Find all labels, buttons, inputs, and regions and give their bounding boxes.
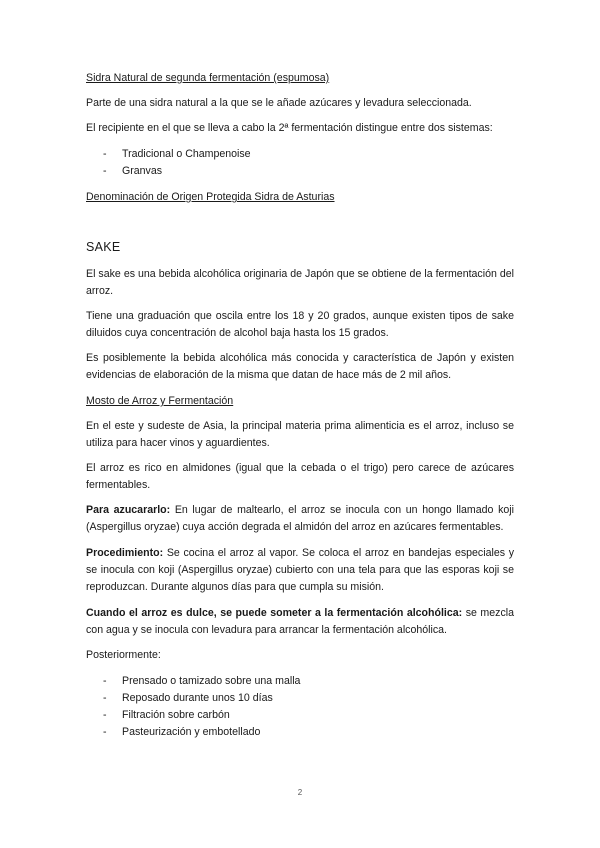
dulce-label: Cuando el arroz es dulce, se puede someter a la fermentación alcohólica:: [86, 607, 463, 619]
sake-paragraph-1: El sake es una bebida alcohólica originaria de Japón que se obtiene de la fermentación del arroz.: [86, 268, 514, 297]
mosto-subheading: Mosto de Arroz y Fermentación: [86, 395, 234, 407]
dulce-paragraph: Cuando el arroz es dulce, se puede someter a la fermentación alcohólica: se mezcla con agua y se inocula con levadura para arrancar la fermentación alcohólica.: [86, 607, 514, 636]
list-item: - Granvas: [103, 163, 251, 180]
sake-paragraph-5: El arroz es rico en almidones (igual que la cebada o el trigo) pero carece de azúcares fermentables.: [86, 462, 514, 491]
page-number: 2: [297, 788, 303, 797]
dash-marker: -: [103, 165, 107, 177]
dash-marker: -: [103, 148, 107, 160]
dash-marker: -: [103, 726, 107, 738]
list-item: - Tradicional o Champenoise: [103, 146, 251, 163]
azucarar-paragraph: Para azucararlo: En lugar de maltearlo, el arroz se inocula con un hongo llamado koji (Aspergillus oryzae) cuya acción degrada el almidón del arroz en azúcares fermentables.: [86, 504, 514, 533]
dash-marker: -: [103, 692, 107, 704]
sake-paragraph-2: Tiene una graduación que oscila entre los 18 y 20 grados, aunque existen tipos de sake diluidos cuya concentración de alcohol baja hasta los 15 grados.: [86, 310, 514, 339]
sidra-paragraph-1: Parte de una sidra natural a la que se le añade azúcares y levadura seleccionada.: [86, 97, 472, 109]
sidra-systems-list: [103, 146, 251, 180]
list-item: - Filtración sobre carbón: [103, 707, 300, 724]
list-item: - Prensado o tamizado sobre una malla: [103, 673, 300, 690]
posteriormente-label: Posteriormente:: [86, 649, 161, 661]
sake-heading: SAKE: [86, 240, 121, 254]
azucarar-label: Para azucararlo:: [86, 504, 171, 516]
procedimiento-paragraph: Procedimiento: Se cocina el arroz al vapor. Se coloca el arroz en bandejas especiales y se inocula con koji (Aspergillus oryzae) cubierto con una tela para que las esporas koji se reproduzcan. Durante algunos días para que cumpla su misión.: [86, 547, 514, 593]
steps-list: [103, 673, 300, 741]
list-item: - Reposado durante unos 10 días: [103, 690, 300, 707]
sidra-paragraph-2: El recipiente en el que se lleva a cabo la 2ª fermentación distingue entre dos sistemas:: [86, 122, 493, 134]
dash-marker: -: [103, 709, 107, 721]
dop-link[interactable]: Denominación de Origen Protegida Sidra de Asturias: [86, 191, 335, 203]
sake-paragraph-4: En el este y sudeste de Asia, la principal materia prima alimenticia es el arroz, incluso se utiliza para hacer vinos y aguardientes.: [86, 420, 514, 449]
list-item: - Pasteurización y embotellado: [103, 724, 300, 741]
sake-paragraph-3: Es posiblemente la bebida alcohólica más conocida y característica de Japón y existen evidencias de elaboración de la misma que datan de hace más de 2 mil años.: [86, 352, 514, 381]
sidra-subheading: Sidra Natural de segunda fermentación (espumosa): [86, 72, 330, 84]
dash-marker: -: [103, 675, 107, 687]
procedimiento-label: Procedimiento:: [86, 547, 164, 559]
